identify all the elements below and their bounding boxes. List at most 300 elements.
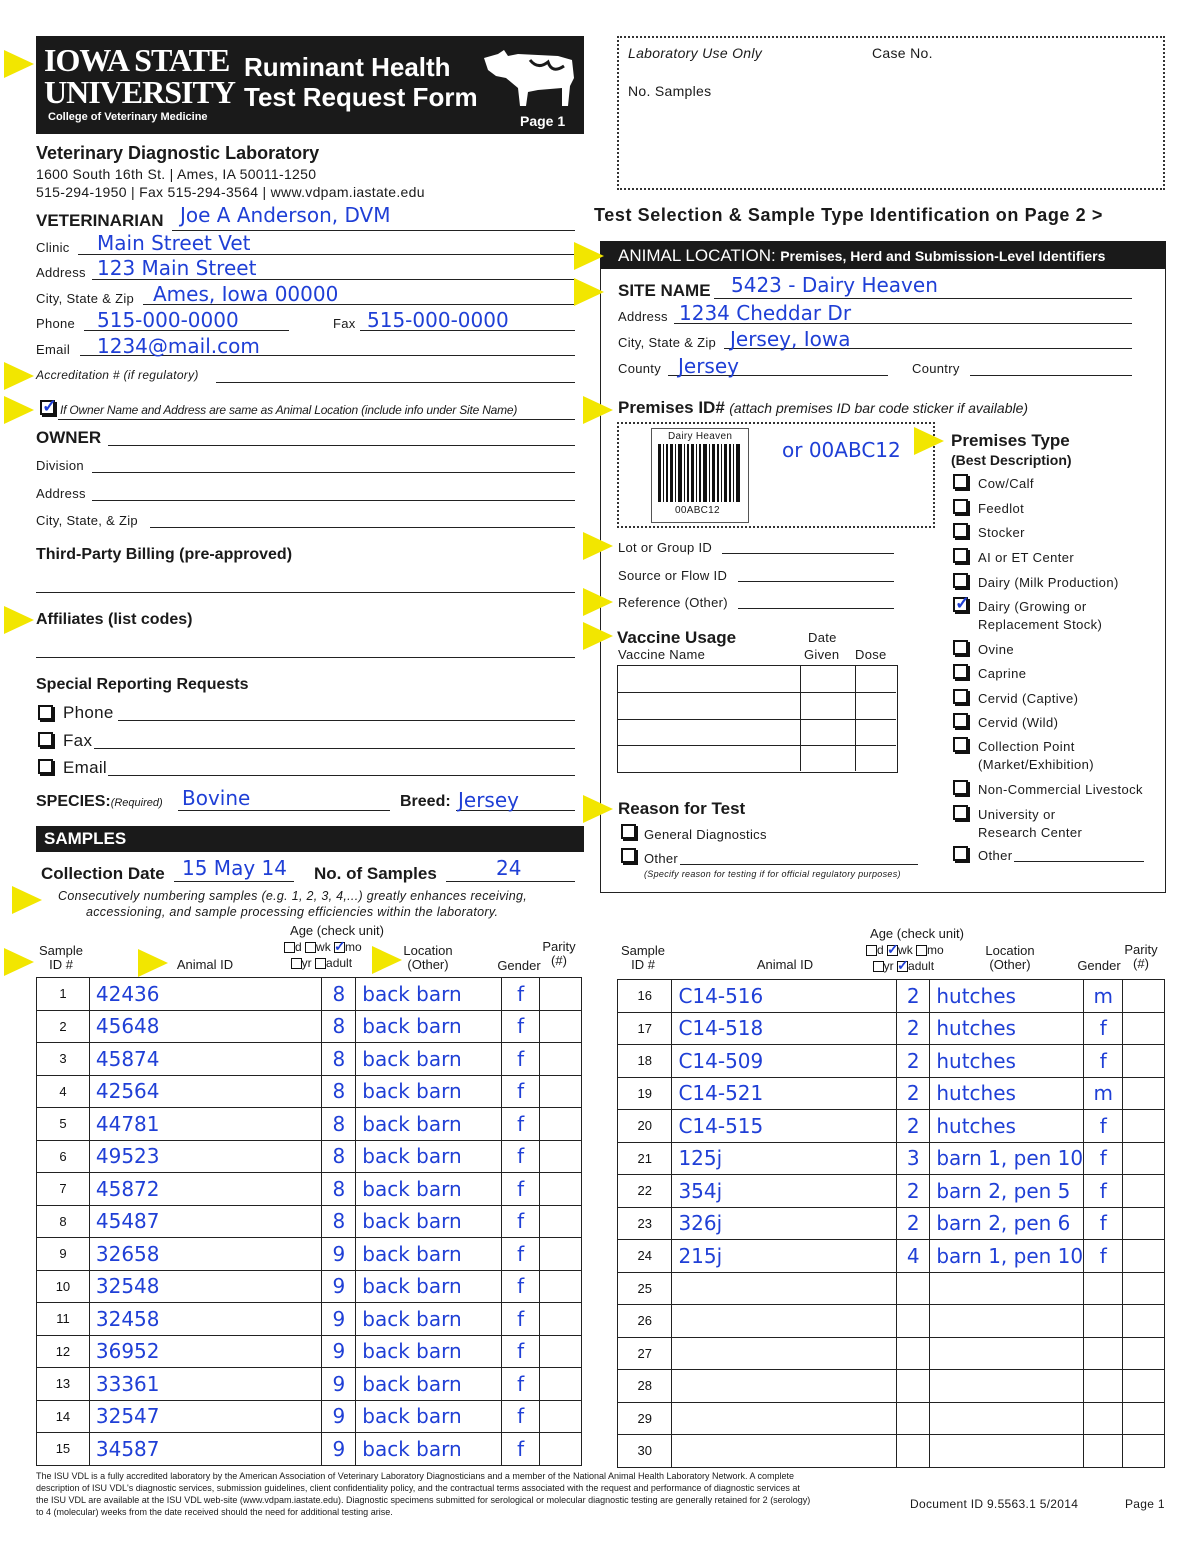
location-cell[interactable]: barn 1, pen 10 xyxy=(930,1240,1084,1273)
location-cell[interactable]: back barn xyxy=(356,1108,502,1141)
footer-line: description of ISU VDL's diagnostic services, submission guidelines, client confidentiality policy, and the contractual terms associated with the request and performance of diagnostic services at xyxy=(36,1483,800,1493)
age-wk-checkbox[interactable] xyxy=(887,945,898,956)
sample-row xyxy=(618,1077,1165,1110)
premises-type-checkbox[interactable] xyxy=(953,689,968,704)
location-cell[interactable] xyxy=(930,1435,1084,1468)
parity-cell[interactable] xyxy=(540,1140,582,1173)
gender-cell[interactable]: f xyxy=(1084,1175,1123,1208)
site-name-value[interactable]: 5423 - Dairy Heaven xyxy=(731,273,938,297)
report-phone-checkbox[interactable] xyxy=(38,705,53,720)
animal-id-cell[interactable]: 125j xyxy=(672,1142,897,1175)
location-cell[interactable]: barn 1, pen 10 xyxy=(930,1142,1084,1175)
age-cell[interactable]: 2 xyxy=(897,1207,930,1240)
parity-cell[interactable] xyxy=(540,1075,582,1108)
form-title-2: Test Request Form xyxy=(244,82,478,112)
owner-city-line xyxy=(150,527,575,528)
animal-id-cell[interactable]: 42564 xyxy=(89,1075,321,1108)
premises-type-checkbox[interactable] xyxy=(953,780,968,795)
premises-type-checkbox[interactable] xyxy=(953,664,968,679)
premises-type-label: Cow/Calf xyxy=(978,476,1034,491)
sample-row xyxy=(618,1175,1165,1208)
sample-row xyxy=(37,1043,582,1076)
reason-other-line xyxy=(680,864,918,865)
sample-number: 5 xyxy=(37,1108,90,1141)
gender-cell[interactable] xyxy=(1084,1272,1123,1305)
age-adult-label: adult xyxy=(908,959,935,973)
parity-cell[interactable] xyxy=(540,1238,582,1271)
source-flow-line xyxy=(738,581,894,582)
sample-row xyxy=(37,1010,582,1043)
gender-cell[interactable] xyxy=(1084,1305,1123,1338)
parity-cell[interactable] xyxy=(540,1400,582,1433)
age-cell[interactable] xyxy=(897,1272,930,1305)
age-wk-checkbox[interactable] xyxy=(305,942,316,953)
report-fax-label: Fax xyxy=(63,731,93,750)
location-cell[interactable]: back barn xyxy=(356,1043,502,1076)
parity-cell[interactable] xyxy=(540,978,582,1011)
left-age-header: Age (check unit) xyxy=(290,923,384,938)
location-cell[interactable]: back barn xyxy=(356,1335,502,1368)
gender-cell[interactable]: f xyxy=(502,1335,540,1368)
age-yr-label: yr xyxy=(883,959,894,973)
animal-id-cell[interactable]: C14-521 xyxy=(672,1077,897,1110)
county-value[interactable]: Jersey xyxy=(678,354,739,378)
age-d-checkbox[interactable] xyxy=(284,942,295,953)
sample-number: 6 xyxy=(37,1140,90,1173)
location-cell[interactable]: back barn xyxy=(356,1368,502,1401)
gender-cell[interactable]: f xyxy=(1084,1142,1123,1175)
gender-cell[interactable]: m xyxy=(1084,980,1123,1013)
premises-type-checkbox[interactable] xyxy=(953,499,968,514)
gender-cell[interactable]: f xyxy=(502,1075,540,1108)
animal-id-cell[interactable]: 45872 xyxy=(89,1173,321,1206)
age-cell[interactable] xyxy=(897,1370,930,1403)
animal-id-cell[interactable]: 32658 xyxy=(89,1238,321,1271)
location-cell[interactable]: hutches xyxy=(930,1110,1084,1143)
parity-cell[interactable] xyxy=(540,1335,582,1368)
gender-cell[interactable]: f xyxy=(502,1303,540,1336)
parity-header-label: Parity xyxy=(1124,942,1158,957)
parity-cell[interactable] xyxy=(1123,1370,1165,1403)
location-cell[interactable]: back barn xyxy=(356,1238,502,1271)
report-fax-checkbox[interactable] xyxy=(38,732,53,747)
pointer-arrow xyxy=(4,362,34,390)
gender-cell[interactable]: f xyxy=(502,1238,540,1271)
age-cell[interactable]: 2 xyxy=(897,1012,930,1045)
animal-id-cell[interactable]: 32458 xyxy=(89,1303,321,1336)
parity-cell[interactable] xyxy=(540,1368,582,1401)
location-cell[interactable] xyxy=(930,1305,1084,1338)
vaccine-usage-title: Vaccine Usage xyxy=(617,628,737,647)
sample-row xyxy=(618,1110,1165,1143)
pointer-arrow xyxy=(12,886,42,914)
left-location-header xyxy=(388,944,468,972)
clinic-value[interactable]: Main Street Vet xyxy=(97,231,251,255)
premises-type-label: Non-Commercial Livestock xyxy=(978,782,1143,797)
affiliates-line xyxy=(36,657,575,658)
location-cell[interactable]: back barn xyxy=(356,1433,502,1466)
parity-cell[interactable] xyxy=(1123,1337,1165,1370)
sample-number: 1 xyxy=(37,978,90,1011)
parity-cell[interactable] xyxy=(1123,1402,1165,1435)
gender-cell[interactable]: m xyxy=(1084,1077,1123,1110)
animal-id-cell[interactable] xyxy=(672,1337,897,1370)
animal-id-cell[interactable] xyxy=(672,1272,897,1305)
premises-type-label: Feedlot xyxy=(978,501,1025,516)
premises-type-subtitle: (Best Description) xyxy=(951,452,1072,468)
owner-same-checkbox[interactable] xyxy=(40,400,55,415)
age-cell[interactable]: 8 xyxy=(322,1075,356,1108)
animal-id-cell[interactable]: 326j xyxy=(672,1207,897,1240)
gender-cell[interactable] xyxy=(1084,1402,1123,1435)
billing-line xyxy=(36,592,575,593)
gender-cell[interactable]: f xyxy=(502,1205,540,1238)
animal-id-cell[interactable]: 33361 xyxy=(89,1368,321,1401)
premises-type-checkbox[interactable] xyxy=(953,523,968,538)
pointer-arrow xyxy=(583,396,613,424)
age-cell[interactable]: 9 xyxy=(322,1335,356,1368)
premises-type-label: Dairy (Growing or xyxy=(978,599,1087,614)
location-cell[interactable]: back barn xyxy=(356,1075,502,1108)
collection-date-label: Collection Date xyxy=(41,864,165,883)
sample-id-header-label: ID # xyxy=(49,957,73,972)
gender-cell[interactable]: f xyxy=(1084,1045,1123,1078)
animal-id-cell[interactable]: 44781 xyxy=(89,1108,321,1141)
site-city-value[interactable]: Jersey, Iowa xyxy=(730,327,851,351)
sample-number: 26 xyxy=(618,1305,672,1338)
sample-row xyxy=(618,1370,1165,1403)
age-cell[interactable]: 8 xyxy=(322,1043,356,1076)
premises-type-label: Ovine xyxy=(978,642,1014,657)
premises-type-checkbox[interactable] xyxy=(953,737,968,752)
sample-row xyxy=(37,1400,582,1433)
location-cell[interactable] xyxy=(930,1402,1084,1435)
parity-cell[interactable] xyxy=(540,1205,582,1238)
gender-cell[interactable]: f xyxy=(1084,1110,1123,1143)
pointer-arrow xyxy=(583,795,613,823)
location-cell[interactable]: back barn xyxy=(356,1270,502,1303)
site-address-label: Address xyxy=(618,309,668,324)
sample-row xyxy=(618,1240,1165,1273)
affiliates-label: Affiliates (list codes) xyxy=(36,611,193,628)
gender-cell[interactable]: f xyxy=(1084,1207,1123,1240)
location-cell[interactable]: back barn xyxy=(356,1205,502,1238)
gender-cell[interactable]: f xyxy=(502,1400,540,1433)
reason-general-checkbox[interactable] xyxy=(621,824,636,839)
barcode-graphic xyxy=(657,444,743,502)
sample-row xyxy=(37,1270,582,1303)
gender-cell[interactable] xyxy=(1084,1337,1123,1370)
age-cell[interactable] xyxy=(897,1337,930,1370)
left-animal-id-header: Animal ID xyxy=(176,957,234,972)
logo-line-2: UNIVERSITY xyxy=(44,74,235,110)
gender-cell[interactable]: f xyxy=(502,1140,540,1173)
sample-number: 14 xyxy=(37,1400,90,1433)
animal-id-cell[interactable]: 36952 xyxy=(89,1335,321,1368)
sample-number: 9 xyxy=(37,1238,90,1271)
report-email-label: Email xyxy=(63,758,108,777)
test-selection-note[interactable]: Test Selection & Sample Type Identification on Page 2 > xyxy=(594,205,1103,225)
location-cell[interactable]: back barn xyxy=(356,1140,502,1173)
age-cell[interactable]: 8 xyxy=(322,978,356,1011)
source-flow-label: Source or Flow ID xyxy=(618,568,728,583)
age-cell[interactable]: 2 xyxy=(897,1175,930,1208)
location-cell[interactable]: hutches xyxy=(930,980,1084,1013)
age-mo-checkbox[interactable] xyxy=(916,945,927,956)
gender-cell[interactable]: f xyxy=(502,1043,540,1076)
gender-cell[interactable] xyxy=(1084,1435,1123,1468)
pointer-arrow xyxy=(574,278,604,306)
location-cell[interactable]: barn 2, pen 6 xyxy=(930,1207,1084,1240)
gender-cell[interactable]: f xyxy=(502,1108,540,1141)
right-age-units xyxy=(866,942,944,974)
location-cell[interactable]: back barn xyxy=(356,1303,502,1336)
vet-city-value[interactable]: Ames, Iowa 00000 xyxy=(153,282,339,306)
site-address-value[interactable]: 1234 Cheddar Dr xyxy=(679,301,852,325)
breed-value[interactable]: Jersey xyxy=(458,788,519,812)
gender-cell[interactable]: f xyxy=(502,1368,540,1401)
sample-number: 13 xyxy=(37,1368,90,1401)
animal-id-cell[interactable] xyxy=(672,1370,897,1403)
parity-cell[interactable] xyxy=(1123,1142,1165,1175)
age-cell[interactable]: 8 xyxy=(322,1108,356,1141)
age-yr-checkbox[interactable] xyxy=(291,958,302,969)
parity-cell[interactable] xyxy=(540,1270,582,1303)
page-label: Page 1 xyxy=(520,113,566,129)
location-cell[interactable]: hutches xyxy=(930,1045,1084,1078)
sample-row xyxy=(37,1075,582,1108)
right-animal-id-header: Animal ID xyxy=(756,957,814,972)
animal-location-sub: Premises, Herd and Submission-Level Identifiers xyxy=(780,248,1106,264)
premises-type-checkbox[interactable] xyxy=(953,846,968,861)
premises-id-value[interactable]: or 00ABC12 xyxy=(782,438,901,462)
animal-id-cell[interactable]: 354j xyxy=(672,1175,897,1208)
parity-cell[interactable] xyxy=(1123,1435,1165,1468)
location-cell[interactable] xyxy=(930,1370,1084,1403)
age-mo-label: mo xyxy=(927,943,944,957)
gender-cell[interactable]: f xyxy=(502,978,540,1011)
sample-row xyxy=(37,1335,582,1368)
animal-id-cell[interactable]: 32548 xyxy=(89,1270,321,1303)
animal-id-cell[interactable]: 45487 xyxy=(89,1205,321,1238)
fax-value[interactable]: 515-000-0000 xyxy=(367,308,509,332)
age-cell[interactable]: 9 xyxy=(322,1368,356,1401)
parity-cell[interactable] xyxy=(1123,1012,1165,1045)
parity-cell[interactable] xyxy=(1123,1077,1165,1110)
parity-cell[interactable] xyxy=(1123,980,1165,1013)
animal-id-cell[interactable]: 34587 xyxy=(89,1433,321,1466)
age-cell[interactable]: 2 xyxy=(897,1045,930,1078)
owner-label: OWNER xyxy=(36,428,102,447)
animal-id-cell[interactable] xyxy=(672,1402,897,1435)
parity-num-label: (#) xyxy=(1133,956,1149,971)
location-cell[interactable]: back barn xyxy=(356,978,502,1011)
parity-cell[interactable] xyxy=(540,1433,582,1466)
lot-group-line xyxy=(722,553,894,554)
document-id: Document ID 9.5563.1 5/2014 xyxy=(910,1497,1079,1511)
samples-note-2: accessioning, and sample processing efficiencies within the laboratory. xyxy=(86,905,499,919)
lab-contact: 515-294-1950 | Fax 515-294-3564 | www.vdpam.iastate.edu xyxy=(36,184,425,200)
age-cell[interactable]: 2 xyxy=(897,980,930,1013)
lab-use-title: Laboratory Use Only xyxy=(628,45,763,61)
age-cell[interactable]: 9 xyxy=(322,1270,356,1303)
right-parity-header xyxy=(1118,943,1164,971)
location-cell[interactable] xyxy=(930,1272,1084,1305)
pointer-arrow xyxy=(583,588,613,616)
billing-label: Third-Party Billing (pre-approved) xyxy=(36,546,293,563)
pointer-arrow xyxy=(914,427,944,455)
vaccine-row-divider xyxy=(618,692,896,693)
premises-type-label-line2: Research Center xyxy=(978,825,1083,840)
animal-id-cell[interactable]: 32547 xyxy=(89,1400,321,1433)
animal-id-cell[interactable]: 49523 xyxy=(89,1140,321,1173)
parity-cell[interactable] xyxy=(540,1010,582,1043)
animal-id-cell[interactable]: 45874 xyxy=(89,1043,321,1076)
age-cell[interactable]: 9 xyxy=(322,1400,356,1433)
age-d-checkbox[interactable] xyxy=(866,945,877,956)
parity-cell[interactable] xyxy=(1123,1240,1165,1273)
premises-type-checkbox[interactable] xyxy=(953,713,968,728)
country-label: Country xyxy=(912,361,960,376)
vaccine-table[interactable] xyxy=(617,665,898,773)
animal-id-cell[interactable]: 215j xyxy=(672,1240,897,1273)
premises-type-label: University or xyxy=(978,807,1056,822)
age-adult-checkbox[interactable] xyxy=(897,961,908,972)
parity-cell[interactable] xyxy=(1123,1175,1165,1208)
gender-cell[interactable]: f xyxy=(1084,1240,1123,1273)
no-samples-value[interactable]: 24 xyxy=(496,856,522,880)
gender-cell[interactable]: f xyxy=(502,1173,540,1206)
age-cell[interactable]: 4 xyxy=(897,1240,930,1273)
no-samples-line xyxy=(446,881,575,882)
right-location-header xyxy=(970,944,1050,972)
parity-cell[interactable] xyxy=(1123,1305,1165,1338)
age-cell[interactable]: 8 xyxy=(322,1140,356,1173)
phone-value[interactable]: 515-000-0000 xyxy=(97,308,239,332)
age-cell[interactable]: 9 xyxy=(322,1303,356,1336)
location-cell[interactable]: back barn xyxy=(356,1173,502,1206)
premises-type-label: Cervid (Captive) xyxy=(978,691,1079,706)
collection-date-value[interactable]: 15 May 14 xyxy=(182,856,287,880)
location-cell[interactable]: back barn xyxy=(356,1400,502,1433)
owner-same-line xyxy=(58,419,575,420)
reason-other-checkbox[interactable] xyxy=(621,848,636,863)
age-cell[interactable] xyxy=(897,1305,930,1338)
age-cell[interactable]: 8 xyxy=(322,1205,356,1238)
lab-name: Veterinary Diagnostic Laboratory xyxy=(36,143,320,163)
age-yr-label: yr xyxy=(301,956,312,970)
no-samples-label: No. of Samples xyxy=(314,864,437,883)
age-wk-label: wk xyxy=(316,940,331,954)
parity-cell[interactable] xyxy=(540,1173,582,1206)
premises-type-label-line2: Replacement Stock) xyxy=(978,617,1103,632)
age-cell[interactable]: 9 xyxy=(322,1433,356,1466)
premises-type-label: Caprine xyxy=(978,666,1027,681)
age-adult-checkbox[interactable] xyxy=(315,958,326,969)
age-mo-checkbox[interactable] xyxy=(334,942,345,953)
parity-cell[interactable] xyxy=(1123,1110,1165,1143)
owner-city-label: City, State, & Zip xyxy=(36,513,138,528)
age-cell[interactable]: 2 xyxy=(897,1110,930,1143)
site-name-line xyxy=(714,298,1132,299)
location-cell[interactable]: hutches xyxy=(930,1012,1084,1045)
age-cell[interactable]: 2 xyxy=(897,1077,930,1110)
sample-number: 23 xyxy=(618,1207,672,1240)
sample-row xyxy=(37,1108,582,1141)
age-cell[interactable] xyxy=(897,1435,930,1468)
premises-type-checkbox[interactable] xyxy=(953,597,968,612)
location-cell[interactable]: hutches xyxy=(930,1077,1084,1110)
age-cell[interactable]: 8 xyxy=(322,1173,356,1206)
species-value[interactable]: Bovine xyxy=(182,786,251,810)
premises-type-label: Stocker xyxy=(978,525,1025,540)
parity-cell[interactable] xyxy=(1123,1045,1165,1078)
barcode-top-text: Dairy Heaven xyxy=(668,431,733,442)
parity-cell[interactable] xyxy=(1123,1272,1165,1305)
sample-number: 10 xyxy=(37,1270,90,1303)
animal-id-cell[interactable]: C14-518 xyxy=(672,1012,897,1045)
sample-number: 27 xyxy=(618,1337,672,1370)
gender-cell[interactable]: f xyxy=(502,1010,540,1043)
report-phone-label: Phone xyxy=(63,703,114,722)
vet-address-value[interactable]: 123 Main Street xyxy=(97,256,257,280)
gender-cell[interactable] xyxy=(1084,1370,1123,1403)
footer-line: to 4 (molecular) weeks from the date received should the need for additional testing arise. xyxy=(36,1507,393,1517)
animal-id-cell[interactable]: 45648 xyxy=(89,1010,321,1043)
location-cell[interactable]: barn 2, pen 5 xyxy=(930,1175,1084,1208)
animal-id-cell[interactable]: C14-516 xyxy=(672,980,897,1013)
lot-group-label: Lot or Group ID xyxy=(618,540,713,555)
animal-id-cell[interactable] xyxy=(672,1435,897,1468)
samples-table-left xyxy=(36,977,582,1466)
animal-id-cell[interactable]: C14-515 xyxy=(672,1110,897,1143)
animal-id-cell[interactable]: C14-509 xyxy=(672,1045,897,1078)
parity-cell[interactable] xyxy=(540,1043,582,1076)
left-parity-header xyxy=(536,940,582,968)
parity-cell[interactable] xyxy=(1123,1207,1165,1240)
age-cell[interactable]: 3 xyxy=(897,1142,930,1175)
right-gender-header: Gender xyxy=(1077,958,1121,973)
veterinarian-value[interactable]: Joe A Anderson, DVM xyxy=(180,203,391,227)
footer-line: The ISU VDL is a fully accredited laboratory by the American Association of Veterinary Laboratory Diagnosticians and a member of the National Animal Health Laboratory Network. A complete xyxy=(36,1471,795,1481)
species-label-text: SPECIES: xyxy=(36,793,111,810)
clinic-label: Clinic xyxy=(36,240,70,255)
parity-cell[interactable] xyxy=(540,1108,582,1141)
premises-type-checkbox[interactable] xyxy=(953,548,968,563)
parity-cell[interactable] xyxy=(540,1303,582,1336)
age-yr-checkbox[interactable] xyxy=(873,961,884,972)
premises-type-checkbox[interactable] xyxy=(953,573,968,588)
premises-type-checkbox[interactable] xyxy=(953,640,968,655)
site-city-label: City, State & Zip xyxy=(618,335,717,350)
gender-cell[interactable]: f xyxy=(502,1270,540,1303)
report-email-checkbox[interactable] xyxy=(38,759,53,774)
right-sample-header xyxy=(617,944,669,972)
location-cell[interactable]: back barn xyxy=(356,1010,502,1043)
location-cell[interactable] xyxy=(930,1337,1084,1370)
location-header-label: Location xyxy=(985,943,1035,958)
animal-id-cell[interactable] xyxy=(672,1305,897,1338)
premises-type-checkbox[interactable] xyxy=(953,805,968,820)
age-cell[interactable]: 8 xyxy=(322,1010,356,1043)
email-value[interactable]: 1234@mail.com xyxy=(97,334,260,358)
age-cell[interactable]: 9 xyxy=(322,1238,356,1271)
premises-type-checkbox[interactable] xyxy=(953,474,968,489)
gender-cell[interactable]: f xyxy=(1084,1012,1123,1045)
animal-id-cell[interactable]: 42436 xyxy=(89,978,321,1011)
age-cell[interactable] xyxy=(897,1402,930,1435)
gender-cell[interactable]: f xyxy=(502,1433,540,1466)
